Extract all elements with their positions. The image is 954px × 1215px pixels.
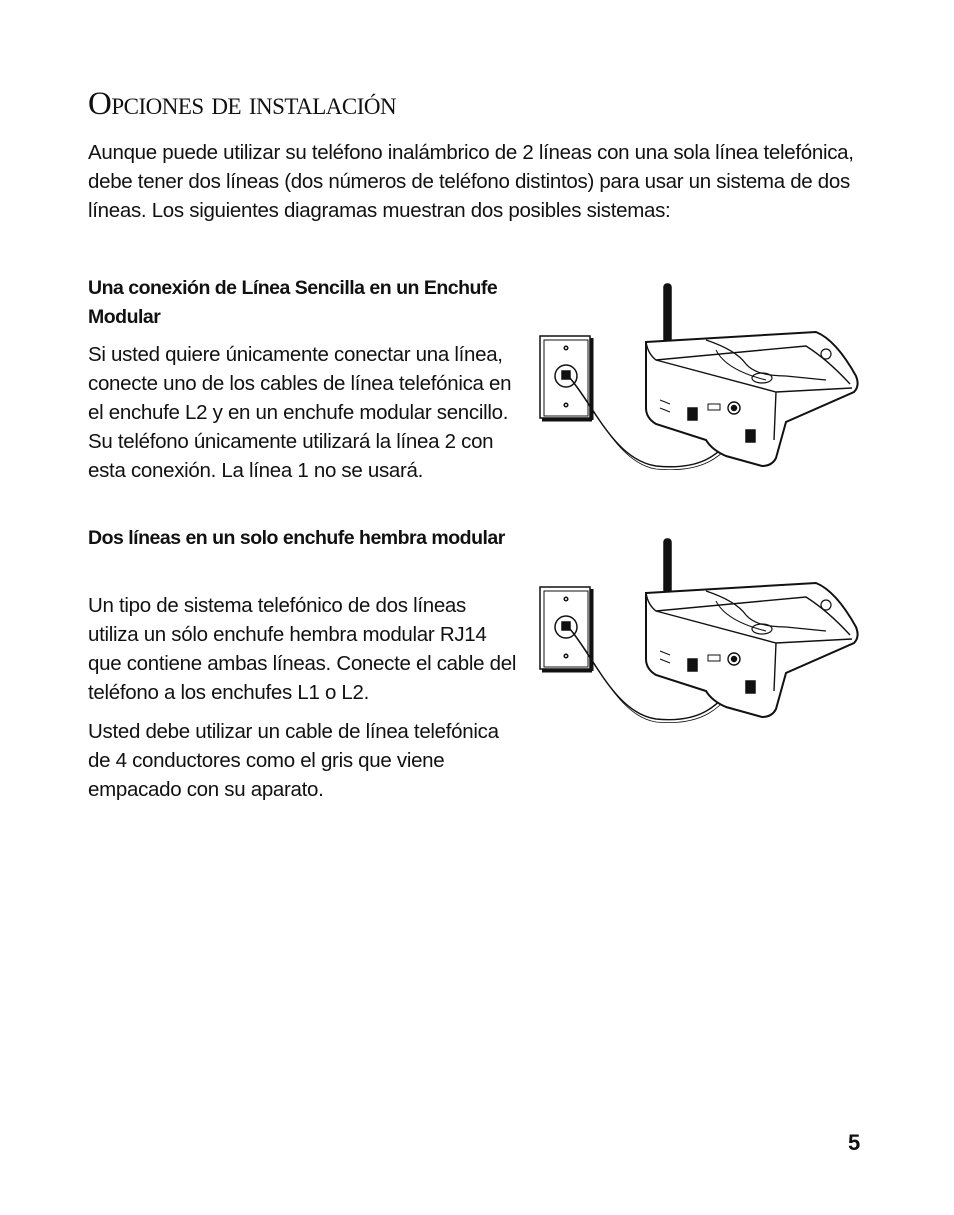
- page-number: 5: [848, 1130, 861, 1155]
- section1-body: Si usted quiere únicamente conectar una línea, conecte uno de los cables de línea telefónica en el enchufe L2 y en un enchufe modular sencillo. Su teléfono únicamente utilizará la línea 2 con esta conexión. La línea 1 no se usará.: [88, 343, 512, 482]
- section2-body: Un tipo de sistema telefónico de dos líneas utiliza un sólo enchufe hembra modular RJ14 que contiene ambas líneas. Conecte el cable del teléfono a los enchufes L1 o L2.: [88, 594, 517, 704]
- page-title: Opciones de instalación: [88, 86, 397, 122]
- section1-heading: Una conexión de Línea Sencilla en un Enchufe Modular: [88, 277, 498, 328]
- single-line-connection-illustration: [536, 280, 866, 470]
- antenna: [664, 539, 671, 593]
- antenna: [664, 284, 671, 342]
- section2-body2: Usted debe utilizar un cable de línea telefónica de 4 conductores como el gris que viene empacado con su aparato.: [88, 720, 499, 801]
- phone-base: [646, 332, 858, 466]
- section2-heading: Dos líneas en un solo enchufe hembra modular: [88, 527, 505, 549]
- phone-base: [646, 583, 858, 717]
- two-line-connection-illustration: [536, 535, 866, 725]
- intro-paragraph: Aunque puede utilizar su teléfono inalámbrico de 2 líneas con una sola línea telefónica, debe tener dos líneas (dos números de teléfono distintos) para usar un sistema de dos líneas. Los siguientes diagramas muestran dos posibles sistemas:: [88, 141, 854, 222]
